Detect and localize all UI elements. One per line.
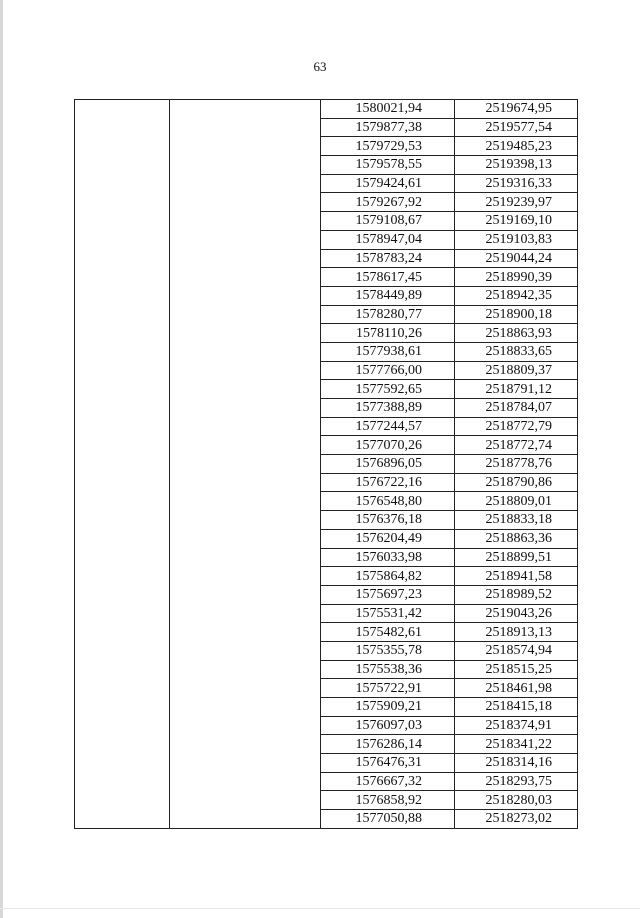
y-coordinate-cell: 2518900,18 <box>455 305 578 324</box>
y-coordinate-cell: 2518772,79 <box>455 417 578 436</box>
y-coordinate-cell: 2519398,13 <box>455 156 578 175</box>
x-coordinate-cell: 1576033,98 <box>321 548 455 567</box>
x-coordinate-cell: 1576204,49 <box>321 529 455 548</box>
x-coordinate-cell: 1579108,67 <box>321 212 455 231</box>
x-coordinate-cell: 1577050,88 <box>321 810 455 829</box>
x-coordinate-cell: 1576376,18 <box>321 511 455 530</box>
x-coordinate-cell: 1578110,26 <box>321 324 455 343</box>
x-coordinate-cell: 1577592,65 <box>321 380 455 399</box>
y-coordinate-cell: 2519169,10 <box>455 212 578 231</box>
x-coordinate-cell: 1579729,53 <box>321 137 455 156</box>
y-coordinate-cell: 2518772,74 <box>455 436 578 455</box>
x-coordinate-cell: 1580021,94 <box>321 100 455 119</box>
y-coordinate-cell: 2518833,18 <box>455 511 578 530</box>
x-coordinate-cell: 1578947,04 <box>321 230 455 249</box>
y-coordinate-cell: 2518461,98 <box>455 679 578 698</box>
coordinates-table <box>74 99 578 829</box>
x-coordinate-cell: 1575531,42 <box>321 604 455 623</box>
y-coordinate-cell: 2518913,13 <box>455 623 578 642</box>
y-coordinate-cell: 2518574,94 <box>455 641 578 660</box>
y-coordinate-cell: 2518809,37 <box>455 361 578 380</box>
x-coordinate-cell: 1579267,92 <box>321 193 455 212</box>
empty-column-1 <box>75 100 170 829</box>
x-coordinate-cell: 1576097,03 <box>321 716 455 735</box>
y-coordinate-cell: 2518374,91 <box>455 716 578 735</box>
y-coordinate-cell: 2518989,52 <box>455 585 578 604</box>
x-coordinate-cell: 1577388,89 <box>321 399 455 418</box>
y-coordinate-cell: 2518280,03 <box>455 791 578 810</box>
y-coordinate-cell: 2518341,22 <box>455 735 578 754</box>
y-coordinate-cell: 2518941,58 <box>455 567 578 586</box>
y-coordinate-cell: 2518863,93 <box>455 324 578 343</box>
x-coordinate-cell: 1578449,89 <box>321 286 455 305</box>
x-coordinate-cell: 1575722,91 <box>321 679 455 698</box>
x-coordinate-cell: 1576286,14 <box>321 735 455 754</box>
y-coordinate-cell: 2518415,18 <box>455 698 578 717</box>
y-coordinate-cell: 2519044,24 <box>455 249 578 268</box>
y-coordinate-cell: 2518990,39 <box>455 268 578 287</box>
table-row <box>75 100 578 119</box>
y-coordinate-cell: 2518863,36 <box>455 529 578 548</box>
y-coordinate-cell: 2519316,33 <box>455 174 578 193</box>
y-coordinate-cell: 2519239,97 <box>455 193 578 212</box>
empty-column-2 <box>170 100 321 829</box>
y-coordinate-cell: 2518899,51 <box>455 548 578 567</box>
y-coordinate-cell: 2519485,23 <box>455 137 578 156</box>
y-coordinate-cell: 2518942,35 <box>455 286 578 305</box>
y-coordinate-cell: 2518784,07 <box>455 399 578 418</box>
y-coordinate-cell: 2518778,76 <box>455 455 578 474</box>
x-coordinate-cell: 1577938,61 <box>321 342 455 361</box>
x-coordinate-cell: 1579877,38 <box>321 118 455 137</box>
x-coordinate-cell: 1576722,16 <box>321 473 455 492</box>
x-coordinate-cell: 1578617,45 <box>321 268 455 287</box>
y-coordinate-cell: 2518515,25 <box>455 660 578 679</box>
y-coordinate-cell: 2518790,86 <box>455 473 578 492</box>
x-coordinate-cell: 1575909,21 <box>321 698 455 717</box>
x-coordinate-cell: 1575864,82 <box>321 567 455 586</box>
y-coordinate-cell: 2518273,02 <box>455 810 578 829</box>
x-coordinate-cell: 1575482,61 <box>321 623 455 642</box>
y-coordinate-cell: 2519674,95 <box>455 100 578 119</box>
x-coordinate-cell: 1576667,32 <box>321 772 455 791</box>
x-coordinate-cell: 1577070,26 <box>321 436 455 455</box>
y-coordinate-cell: 2519043,26 <box>455 604 578 623</box>
y-coordinate-cell: 2518809,01 <box>455 492 578 511</box>
page-bottom-edge <box>0 908 640 909</box>
y-coordinate-cell: 2518791,12 <box>455 380 578 399</box>
x-coordinate-cell: 1578280,77 <box>321 305 455 324</box>
x-coordinate-cell: 1576896,05 <box>321 455 455 474</box>
y-coordinate-cell: 2519103,83 <box>455 230 578 249</box>
x-coordinate-cell: 1577244,57 <box>321 417 455 436</box>
x-coordinate-cell: 1575697,23 <box>321 585 455 604</box>
x-coordinate-cell: 1579424,61 <box>321 174 455 193</box>
coordinates-table-body <box>75 100 578 829</box>
y-coordinate-cell: 2519577,54 <box>455 118 578 137</box>
page-number: 63 <box>313 59 327 74</box>
x-coordinate-cell: 1577766,00 <box>321 361 455 380</box>
y-coordinate-cell: 2518293,75 <box>455 772 578 791</box>
y-coordinate-cell: 2518314,16 <box>455 754 578 773</box>
x-coordinate-cell: 1579578,55 <box>321 156 455 175</box>
x-coordinate-cell: 1576476,31 <box>321 754 455 773</box>
page-edge <box>0 0 3 918</box>
y-coordinate-cell: 2518833,65 <box>455 342 578 361</box>
x-coordinate-cell: 1576858,92 <box>321 791 455 810</box>
x-coordinate-cell: 1576548,80 <box>321 492 455 511</box>
x-coordinate-cell: 1575355,78 <box>321 641 455 660</box>
x-coordinate-cell: 1575538,36 <box>321 660 455 679</box>
x-coordinate-cell: 1578783,24 <box>321 249 455 268</box>
